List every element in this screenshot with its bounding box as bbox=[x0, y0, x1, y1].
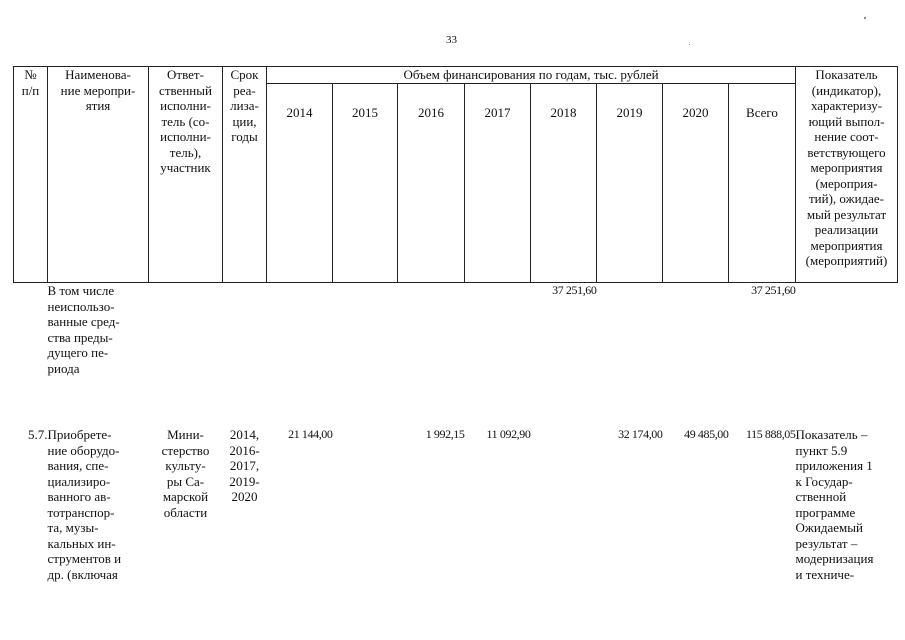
header-year-2014: 2014 bbox=[267, 84, 333, 283]
row-value-2017: 11 092,90 bbox=[486, 427, 531, 441]
text-line: исполни- bbox=[160, 129, 211, 144]
text-line: ции, bbox=[232, 113, 257, 129]
table-row bbox=[14, 427, 898, 582]
row-term bbox=[223, 427, 267, 582]
row-value-2019 bbox=[597, 283, 663, 410]
header-year-2017: 2017 bbox=[465, 84, 531, 283]
table-row bbox=[14, 283, 898, 410]
text-line: приложения 1 bbox=[795, 458, 873, 473]
row-name bbox=[48, 283, 149, 410]
header-year-2019: 2019 bbox=[597, 84, 663, 283]
text-line: культу- bbox=[165, 458, 206, 473]
financing-table bbox=[13, 66, 898, 582]
text-line: циализиро- bbox=[47, 473, 111, 489]
scan-speck bbox=[689, 44, 690, 45]
text-line: (мероприя- bbox=[815, 175, 878, 191]
row-name bbox=[48, 427, 149, 582]
text-line: Мини- bbox=[167, 427, 204, 442]
text-line: характеризу- bbox=[810, 98, 883, 113]
row-num: 5.7. bbox=[28, 427, 48, 442]
text-line: др. (включая bbox=[47, 566, 118, 582]
text-line: 2019- bbox=[229, 473, 260, 489]
text-line: ющий выпол- bbox=[808, 113, 885, 129]
text-line: № bbox=[24, 67, 37, 82]
header-funding: Объем финансирования по годам, тыс. рублей bbox=[267, 67, 796, 84]
row-value-2019: 32 174,00 bbox=[618, 427, 663, 441]
row-spacer bbox=[14, 409, 898, 427]
row-value-total: 115 888,05 bbox=[745, 427, 796, 441]
row-indicator bbox=[796, 427, 898, 582]
row-num bbox=[14, 283, 48, 410]
text-line: участник bbox=[160, 160, 211, 175]
text-line: кальных ин- bbox=[47, 535, 116, 551]
text-line: вания, спе- bbox=[47, 458, 109, 473]
row-value-2020: 49 485,00 bbox=[684, 427, 729, 441]
text-line: мероприятия bbox=[810, 237, 883, 253]
text-line: исполни- bbox=[160, 98, 211, 113]
text-line: тий), ожидае- bbox=[808, 191, 885, 206]
text-line: стерство bbox=[161, 442, 210, 458]
text-line: к Государ- bbox=[795, 473, 853, 489]
row-indicator bbox=[796, 283, 898, 410]
text-line: ры Са- bbox=[166, 473, 205, 489]
header-year-2018: 2018 bbox=[531, 84, 597, 283]
row-value-2015 bbox=[333, 283, 398, 410]
row-value-2017 bbox=[465, 283, 531, 410]
row-value-2020 bbox=[663, 283, 729, 410]
text-line: годы bbox=[231, 129, 258, 144]
text-line: ятия bbox=[85, 98, 111, 113]
text-line: риода bbox=[47, 360, 80, 376]
text-line: Приобрете- bbox=[47, 427, 112, 442]
text-line: реализации bbox=[814, 222, 879, 237]
text-line: тотранспор- bbox=[47, 504, 115, 520]
text-line: струментов и bbox=[47, 551, 122, 566]
text-line: нение соот- bbox=[814, 129, 879, 144]
text-line: ственный bbox=[159, 82, 212, 98]
text-line: Наименова- bbox=[65, 67, 131, 82]
page-number: 33 bbox=[446, 34, 457, 46]
row-value-total: 37 251,60 bbox=[751, 283, 796, 297]
text-line: и техниче- bbox=[795, 566, 855, 582]
text-line: дущего пе- bbox=[47, 345, 109, 360]
text-line: результат – bbox=[795, 535, 858, 551]
text-line: неиспользо- bbox=[47, 298, 115, 314]
text-line: 2017, bbox=[229, 458, 260, 473]
text-line: ветствующего bbox=[807, 144, 886, 160]
scan-speck bbox=[864, 17, 866, 19]
text-line: п/п bbox=[21, 82, 40, 98]
row-value-2016 bbox=[398, 283, 465, 410]
text-line: Показатель – bbox=[795, 427, 868, 442]
text-line: ственной bbox=[795, 489, 847, 504]
text-line: модернизация bbox=[795, 551, 874, 566]
text-line: мый результат bbox=[806, 206, 887, 222]
header-year-2016: 2016 bbox=[398, 84, 465, 283]
header-executor bbox=[149, 67, 223, 283]
text-line: тель), bbox=[169, 144, 202, 160]
text-line: пункт 5.9 bbox=[795, 442, 848, 458]
text-line: ванные сред- bbox=[47, 314, 120, 329]
text-line: области bbox=[163, 504, 208, 520]
header-indicator bbox=[796, 67, 898, 283]
row-value-2015 bbox=[333, 427, 398, 582]
text-line: лиза- bbox=[230, 98, 259, 113]
row-value-2016: 1 992,15 bbox=[425, 427, 465, 441]
header-term bbox=[223, 67, 267, 283]
row-value-2018 bbox=[531, 427, 597, 582]
row-executor bbox=[149, 427, 223, 582]
text-line: реа- bbox=[233, 82, 256, 98]
row-value-2018: 37 251,60 bbox=[552, 283, 597, 297]
text-line: тель (со- bbox=[161, 113, 210, 129]
text-line: Ожидаемый bbox=[795, 520, 863, 535]
text-line: Показатель bbox=[815, 67, 878, 82]
text-line: та, музы- bbox=[47, 520, 99, 535]
text-line: ние оборудо- bbox=[47, 442, 120, 458]
text-line: марской bbox=[162, 489, 209, 504]
row-term bbox=[223, 283, 267, 410]
text-line: программе bbox=[795, 504, 856, 520]
header-name bbox=[48, 67, 149, 283]
header-year-2020: 2020 bbox=[663, 84, 729, 283]
header-year-2015: 2015 bbox=[333, 84, 398, 283]
header-num bbox=[14, 67, 48, 283]
text-line: ние меропри- bbox=[60, 82, 136, 98]
row-executor bbox=[149, 283, 223, 410]
text-line: 2014, bbox=[229, 427, 260, 442]
text-line: 2020 bbox=[231, 489, 258, 504]
text-line: (индикатор), bbox=[811, 82, 882, 98]
text-line: мероприятия bbox=[810, 160, 883, 175]
text-line: (мероприятий) bbox=[805, 253, 888, 268]
text-line: Ответ- bbox=[167, 67, 204, 82]
row-value-2014 bbox=[267, 283, 333, 410]
text-line: ванного ав- bbox=[47, 489, 111, 504]
row-value-2014: 21 144,00 bbox=[288, 427, 333, 441]
text-line: В том числе bbox=[47, 283, 115, 298]
text-line: ства преды- bbox=[47, 329, 113, 345]
text-line: 2016- bbox=[229, 442, 260, 458]
text-line: Срок bbox=[230, 67, 259, 82]
header-total: Всего bbox=[729, 84, 796, 283]
